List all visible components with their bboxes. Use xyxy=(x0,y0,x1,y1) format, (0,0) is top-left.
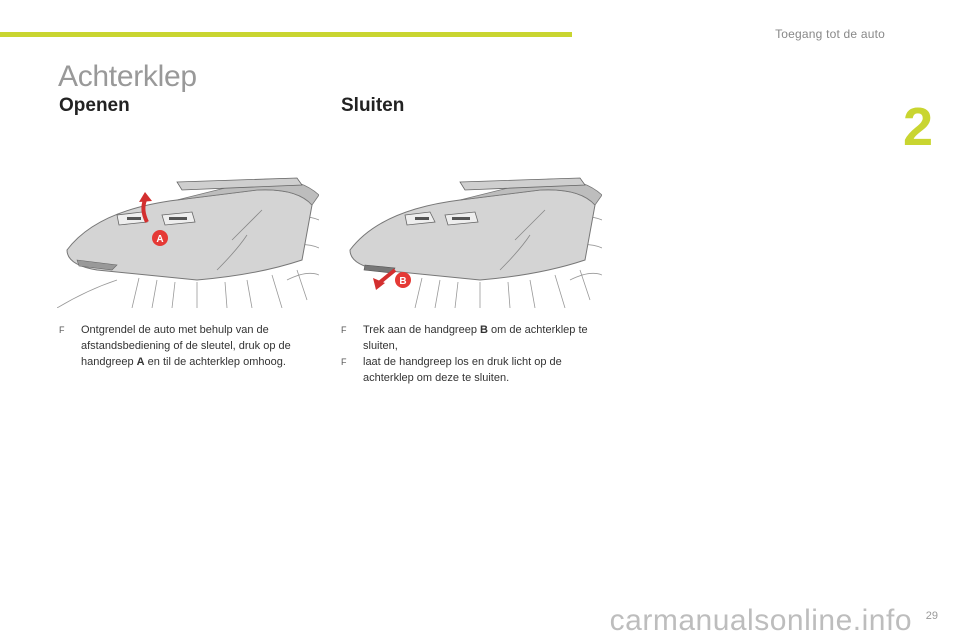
bullet-icon: F xyxy=(59,325,65,335)
steps-close xyxy=(341,322,603,386)
section-heading-close: Sluiten xyxy=(341,95,405,116)
bullet-icon: F xyxy=(341,357,347,367)
chapter-number: 2 xyxy=(903,97,934,157)
step-item: F laat de handgreep los en druk licht op de achterklep om deze te sluiten. xyxy=(341,356,562,384)
lift-arrowhead-icon xyxy=(139,192,152,202)
page-number: 29 xyxy=(925,610,938,622)
marker-a xyxy=(152,230,168,246)
section-heading-open: Openen xyxy=(59,95,130,116)
svg-text:B: B xyxy=(399,276,407,287)
marker-b xyxy=(395,272,411,288)
handle-slot-right xyxy=(169,217,187,220)
svg-text:A: A xyxy=(156,234,164,245)
tailgate-close-illustration xyxy=(340,170,602,308)
handle-slot-left xyxy=(127,217,141,220)
handle-slot-left xyxy=(415,217,429,220)
tailgate-open-illustration xyxy=(57,170,319,308)
step-item: F Ontgrendel de auto met behulp van de afstandsbediening of de sleutel, druk op de handgreep A en til de achterklep omhoog. xyxy=(59,324,291,368)
page-title: Achterklep xyxy=(58,60,197,93)
tailgate-panel xyxy=(350,190,595,280)
step-item: F Trek aan de handgreep B om de achterklep te sluiten, xyxy=(341,324,588,352)
handle-slot-right xyxy=(452,217,470,220)
chapter-accent-bar xyxy=(0,32,572,37)
bullet-icon: F xyxy=(341,325,347,335)
watermark: carmanualsonline.info xyxy=(609,604,912,637)
steps-open xyxy=(59,322,321,370)
chapter-title: Toegang tot de auto xyxy=(775,27,885,41)
